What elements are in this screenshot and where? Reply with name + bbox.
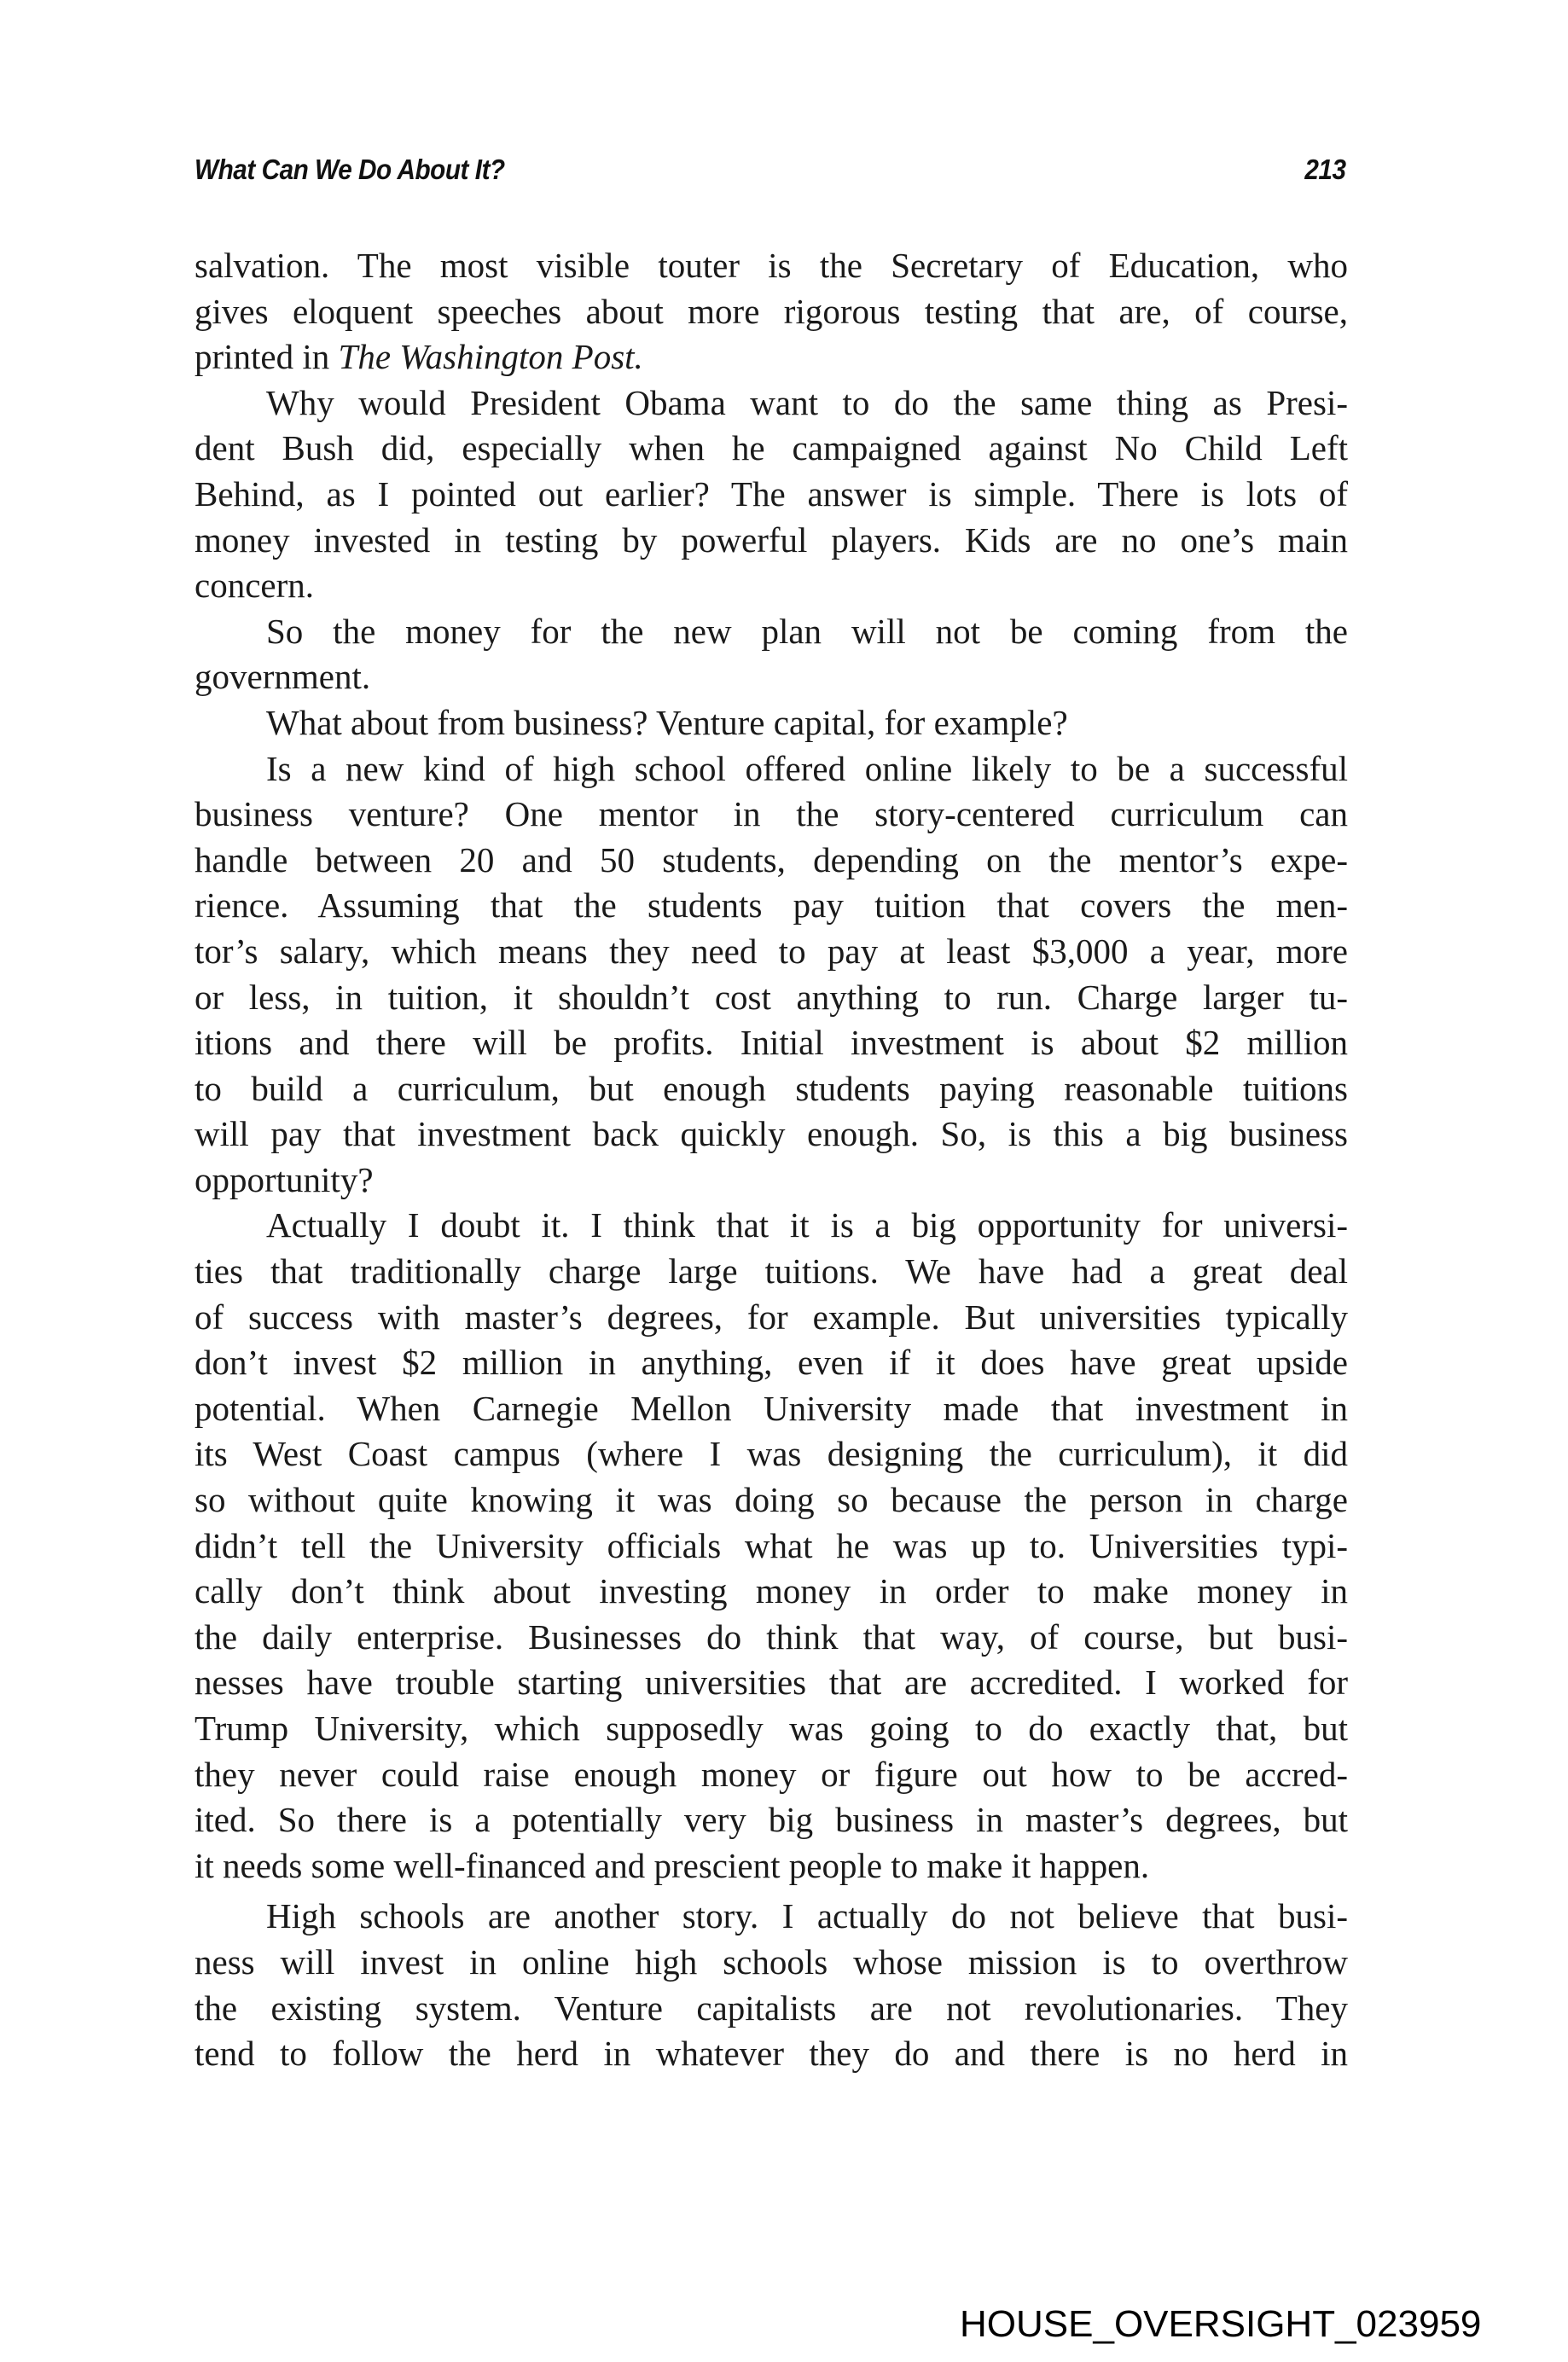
- paragraph: [195, 380, 1348, 609]
- italic-title: The Washington Post.: [338, 337, 643, 377]
- page-number: 213: [1304, 154, 1346, 185]
- text-line: it needs some well-financed and prescient people to make it happen.: [195, 1845, 1150, 1885]
- text-line: ited. So there is a potentially very big business in master’s degrees, but: [195, 1800, 1348, 1840]
- paragraph: [195, 700, 1348, 746]
- text-line: Is a new kind of high school offered online likely to be a successful: [266, 748, 1348, 788]
- text-line: tend to follow the herd in whatever they do and there is no herd in: [195, 2034, 1348, 2074]
- text-line: gives eloquent speeches about more rigorous testing that are, of course,: [195, 291, 1348, 331]
- text-line: cally don’t think about investing money in order to make money in: [195, 1571, 1348, 1611]
- text-line: ties that traditionally charge large tuitions. We have had a great deal: [195, 1251, 1348, 1291]
- text-line: handle between 20 and 50 students, depending on the mentor’s expe-: [195, 839, 1348, 879]
- bates-stamp: HOUSE_OVERSIGHT_023959: [960, 2303, 1482, 2345]
- paragraph: [195, 609, 1348, 700]
- text-line: business venture? One mentor in the story-centered curriculum can: [195, 794, 1348, 834]
- text-line: What about from business? Venture capital, for example?: [266, 702, 1068, 742]
- text-line: ness will invest in online high schools whose mission is to overthrow: [195, 1941, 1348, 1982]
- text-line: the existing system. Venture capitalists are not revolutionaries. They: [195, 1988, 1348, 2028]
- text-line: Behind, as I pointed out earlier? The answer is simple. There is lots of: [195, 473, 1348, 514]
- text-line: itions and there will be profits. Initial investment is about $2 million: [195, 1023, 1348, 1063]
- text-line: will pay that investment back quickly enough. So, is this a big business: [195, 1114, 1348, 1154]
- text-line: dent Bush did, especially when he campaigned against No Child Left: [195, 428, 1348, 468]
- text-line: of success with master’s degrees, for example. But universities typically: [195, 1297, 1348, 1337]
- text-line: or less, in tuition, it shouldn’t cost anything to run. Charge larger tu-: [195, 977, 1348, 1017]
- text-line: so without quite knowing it was doing so because the person in charge: [195, 1480, 1348, 1520]
- text-line: concern.: [195, 566, 314, 606]
- text-line: potential. When Carnegie Mellon University made that investment in: [195, 1388, 1348, 1428]
- paragraph: [195, 243, 1348, 380]
- text-line: tor’s salary, which means they need to pay at least $3,000 a year, more: [195, 931, 1348, 971]
- paragraph: [195, 746, 1348, 1204]
- text-line: money invested in testing by powerful players. Kids are no one’s main: [195, 519, 1348, 560]
- paragraph: [195, 1894, 1348, 2076]
- chapter-title: What Can We Do About It?: [195, 154, 505, 185]
- paragraph: [195, 1203, 1348, 1889]
- text-line: Why would President Obama want to do the same thing as Presi-: [266, 382, 1348, 422]
- text-line: Actually I doubt it. I think that it is a big opportunity for universi-: [266, 1205, 1348, 1245]
- text-line: they never could raise enough money or figure out how to be accred-: [195, 1754, 1348, 1794]
- text-line: High schools are another story. I actually do not believe that busi-: [266, 1896, 1348, 1936]
- text-line: salvation. The most visible touter is the Secretary of Education, who: [195, 246, 1348, 285]
- text-line: opportunity?: [195, 1159, 374, 1199]
- text-line: government.: [195, 657, 371, 697]
- text-line: its West Coast campus (where I was designing the curriculum), it did: [195, 1434, 1348, 1474]
- text-line-with-italic: [195, 334, 1348, 380]
- text-line: Trump University, which supposedly was going to do exactly that, but: [195, 1709, 1348, 1748]
- text-line: rience. Assuming that the students pay tuition that covers the men-: [195, 885, 1348, 926]
- body-text: [195, 243, 1348, 2077]
- text-line: the daily enterprise. Businesses do think that way, of course, but busi-: [195, 1616, 1348, 1657]
- text-fragment: printed in: [195, 337, 339, 377]
- text-line: didn’t tell the University officials what he was up to. Universities typi-: [195, 1525, 1348, 1565]
- text-line: So the money for the new plan will not be coming from the: [266, 611, 1348, 651]
- text-line: nesses have trouble starting universities that are accredited. I worked for: [195, 1663, 1348, 1703]
- running-head: [195, 154, 1346, 196]
- text-line: don’t invest $2 million in anything, even if it does have great upside: [195, 1343, 1348, 1383]
- text-line: to build a curriculum, but enough students paying reasonable tuitions: [195, 1068, 1348, 1108]
